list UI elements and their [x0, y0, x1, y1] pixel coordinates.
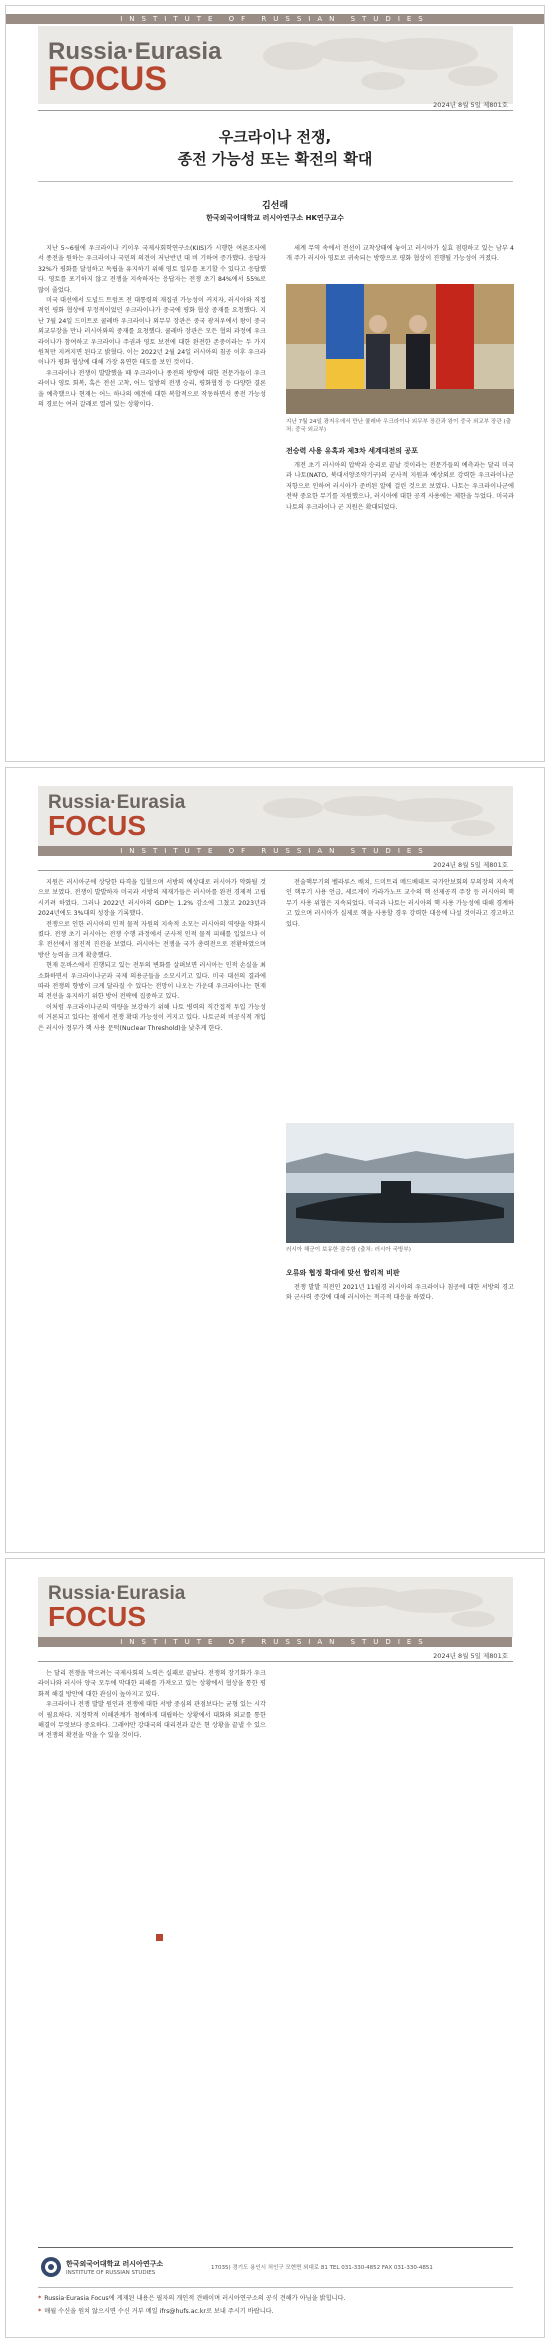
brand-focus: FOCUS	[48, 60, 167, 98]
photo-caption: 지난 7월 24일 광저우에서 만난 쿨레바 우크라이나 외무부 장관과 왕이 중국 외교부 장관 (출처: 중국 외교부)	[286, 419, 512, 433]
world-map-graphic	[233, 26, 513, 104]
brand-focus: FOCUS	[48, 1601, 146, 1632]
paragraph: 우크라이나 전쟁 발발 원인과 전쟁에 대한 서방 중심의 관점보다는 균형 있는 시각이 필요하다. 지정학적 이해관계가 첨예하게 대립하는 상황에서 대화와 외교를 통한 해결이 무엇보다 중요하다. 그래야만 강대국의 대리전과 같은 현 상황을 끝낼 수 있으며 전쟁의 확전을 막을 수 있을 것이다.	[38, 1701, 266, 1740]
page-1	[5, 5, 545, 762]
header-stripe	[38, 1637, 512, 1647]
unsubscribe-note: * 매월 수신을 원치 않으시면 수신 거부 메일 ifrs@hufs.ac.kr로 보내 주시기 바랍니다.	[38, 2308, 274, 2315]
right-column-top	[286, 878, 514, 1118]
footer-divider	[38, 2287, 513, 2288]
left-column	[38, 1669, 266, 1929]
article-title-line1: 우크라이나 전쟁,	[218, 128, 332, 146]
disclaimer-note: * Russia·Eurasia Focus에 게재된 내용은 필자의 개인적 견해이며 러시아연구소의 공식 견해가 아님을 밝힙니다.	[38, 2295, 346, 2302]
right-column-top	[286, 244, 514, 276]
masthead	[38, 1577, 513, 1637]
paragraph: 지난 5~6월에 우크라이나 키이우 국제사회학연구소(KIIS)가 시행한 여론조사에서 종전을 원하는 우크라이나 국민의 의견이 저난반년 대 비 기하여 증가했다. 응답자 32%가 평화를 달성하고 독립을 유지하기 위해 영토 일부를 포기할 수 있다고 응답했다. 영토를 포기하지 않고 전쟁을 지속하자는 응답자는 전쟁 초기 84%에서 55%로 많이 줄었다.	[38, 245, 266, 294]
issue-meta: 2024년 8월 5일 제801호	[433, 101, 508, 109]
paragraph: 는 달리 전쟁을 막으려는 국제사회의 노력은 실패로 끝났다. 전쟁의 장기화가 우크라이나와 러시아 양국 모두에 막대한 피해를 가져오고 있는 상황에서 협상을 통한 평화적 해결 방안에 대한 관심이 높아지고 있다.	[38, 1670, 266, 1698]
brand-title: Russia·Eurasia	[48, 792, 186, 813]
divider	[38, 1661, 513, 1662]
header-stripe-text: INSTITUTE OF RUSSIAN STUDIES	[120, 15, 430, 23]
paragraph: 우크라이나 전쟁이 발발했을 때 우크라이나 종전의 방향에 대한 전문가들이 우크라이나 영토 회복, 혹은 전선 고착, 어느 일방의 전쟁 승리, 평화협정 등 다양한 결론을 예측했으나 현재는 어느 하나의 예견에 대한 복합적으로 작동하면서 종전 가능성의 경로는 여러 갈래로 열려 있는 상황이다.	[38, 369, 266, 409]
right-column-bottom	[286, 1283, 514, 1533]
divider	[38, 110, 513, 111]
issue-meta: 2024년 8월 5일 제801호	[433, 1652, 508, 1660]
brand-title: Russia·Eurasia	[48, 1583, 186, 1604]
right-column-bottom	[286, 461, 514, 751]
header-stripe	[6, 14, 544, 24]
header-stripe-text: INSTITUTE OF RUSSIAN STUDIES	[120, 1638, 430, 1646]
masthead	[38, 26, 513, 104]
paragraph: 현재 돈바스에서 진행되고 있는 전투의 변화를 살펴보면 러시아는 인적 손실을 최소화하면서 우크라이나군과 국제 의용군들을 소모시키고 있다. 미국 대선의 결과에 따라 전쟁의 향방이 크게 달라질 수 있다는 전망이 나오는 가운데 우크라이나는 현재의 전선을 유지하기 위한 방어 전략에 집중하고 있다.	[38, 962, 266, 1001]
paragraph: 미국 대선에서 도널드 트럼프 전 대통령의 재집권 가능성이 커지자, 러시아와 직접적인 평화 협상에 부정적이었던 우크라이나가 중국에 평화 협상 중재를 요청했다. 지난 7월 24일 드미트로 쿨레바 우크라이나 외무부 장관은 중국 광저우에서 왕이 중국 외교부장을 만나 러시아와의 중재를 요청했다. 쿨레바 장관은 모든 협의 과정에 우크라이나가 참여하고 우크라이나 주권과 영토 보전에 대한 완전한 존중이라는 두 가지 원칙만 지켜지면 된다고 밝혔다. 이는 2022년 2월 24일 러시아의 침공 이후 우크라이나가 평화 협상에 대해 가장 유연한 태도를 보인 것이다.	[38, 297, 266, 367]
institute-name-en: INSTITUTE OF RUSSIAN STUDIES	[66, 2270, 156, 2276]
paragraph: 개전 초기 러시아의 압박과 승리로 끝날 것이라는 전문가들의 예측과는 달리 미국과 나토(NATO, 북대서양조약기구)의 군사적 지원과 예상외로 강력한 우크라이나군 저항으로 인하여 러시아가 준비된 알에 걸린 것으로 보였다. 나토는 우크라이나군에 전략 중요한 무기를 지원했으나, 러시아에 대한 공격 사용에는 제한을 두었다. 미국과 나토의 우크라이나 군 지원은 확대되었다.	[286, 462, 514, 511]
author-affiliation: 한국외국어대학교 러시아연구소 HK연구교수	[206, 214, 344, 222]
footer-address: 17035) 경기도 용인시 처인구 모현면 외대로 81 TEL 031-330-4852 FAX 031-330-4851	[211, 2265, 433, 2271]
paragraph: 세계 무역 속에서 전선이 교착상태에 놓이고 러시아가 실효 점령하고 있는 남부 4개 주가 러시아 영토로 귀속되는 방향으로 평화 협상이 진행될 가능성이 커졌다.	[286, 245, 514, 263]
world-map-graphic	[233, 786, 513, 846]
institute-name: 한국외국어대학교 러시아연구소	[66, 2260, 164, 2268]
disclaimer-text: Russia·Eurasia Focus에 게재된 내용은 필자의 개인적 견해이며 러시아연구소의 공식 견해가 아님을 밝힙니다.	[44, 2295, 346, 2302]
masthead	[38, 786, 513, 846]
footer-divider	[38, 2247, 513, 2248]
article-title-line2: 종전 가능성 또는 확전의 확대	[177, 150, 373, 168]
paragraph: 전술핵무기의 벨라루스 배치, 드미트리 메드베데프 국가안보회의 부의장의 지속적인 핵무기 사용 언급, 세르게이 카라가노프 교수의 핵 선제공격 주장 등 러시아의 핵무기 사용 위협은 지속되었다. 미국과 나토는 러시아의 핵 사용 가능성에 대해 경계하고 있으며 러시아가 실제로 핵을 사용할 경우 강력한 대응에 나설 것이라고 경고하고 있다.	[286, 879, 514, 928]
section-heading: 전승력 사용 유혹과 제3차 세계대전의 공포	[286, 447, 419, 455]
paragraph: 전쟁으로 인한 러시아의 인적 물적 자원의 지속적 소모는 러시아의 역량을 약화시켰다. 전쟁 초기 러시아는 전쟁 수행 과정에서 군사적 인적 물적 피해를 입었으나 이후 전선에서 점진적 진전을 보였다. 러시아는 전쟁을 국가 총력전으로 전환하였으며 방산 능력을 크게 확충했다.	[38, 920, 266, 959]
left-column	[38, 244, 266, 749]
header-stripe	[38, 846, 512, 856]
issue-meta: 2024년 8월 5일 제801호	[433, 861, 508, 869]
author-name: 김선래	[261, 201, 289, 211]
paragraph: 전쟁 발발 직전인 2021년 11월경 러시아의 우크라이나 침공에 대한 서방의 경고와 군사력 증강에 대해 러시아는 적극적 대응을 하였다.	[286, 1284, 514, 1302]
university-emblem-icon	[40, 2256, 62, 2278]
photo-caption: 러시아 해군이 보유한 잠수함 (출처: 러시아 국방부)	[286, 1247, 411, 1253]
paragraph: 지원은 러시아군에 상당한 타격을 입혔으며 서방의 예상대로 러시아가 약화될 것으로 보였다. 전쟁이 발발하자 미국과 서방의 제재가들은 러시아를 완전 경제적 고립시키려 하였다. 그러나 2022년 러시아의 GDP는 1.2% 감소에 그쳤고 2023년과 2024년에도 3%대의 성장을 기록했다.	[38, 879, 266, 918]
submarine-photo	[286, 1123, 514, 1243]
paragraph: 이처럼 우크라이나군의 역량을 보강하기 위해 나토 병력의 직간접적 투입 가능성이 거론되고 있다는 점에서 전쟁 확대 가능성이 커지고 있다. 나토군의 비공식적 개입은 러시아 정부가 핵 사용 문턱(Nuclear Threshold)을 낮추게 한다.	[38, 1003, 266, 1032]
section-heading: 오류와 협정 확대에 맞선 합리적 비판	[286, 1269, 400, 1277]
brand-title: Russia·Eurasia	[48, 38, 222, 65]
left-column	[38, 878, 266, 1533]
header-stripe-text: INSTITUTE OF RUSSIAN STUDIES	[120, 847, 430, 855]
unsubscribe-text: 매월 수신을 원치 않으시면 수신 거부 메일 ifrs@hufs.ac.kr로 보내 주시기 바랍니다.	[44, 2308, 274, 2315]
end-mark-icon	[156, 1934, 163, 1941]
divider	[38, 870, 513, 871]
brand-focus: FOCUS	[48, 810, 146, 841]
divider	[38, 181, 513, 182]
world-map-graphic	[233, 1577, 513, 1637]
diplomats-photo	[286, 284, 514, 414]
page-2	[5, 767, 545, 1553]
page-3	[5, 1558, 545, 2338]
